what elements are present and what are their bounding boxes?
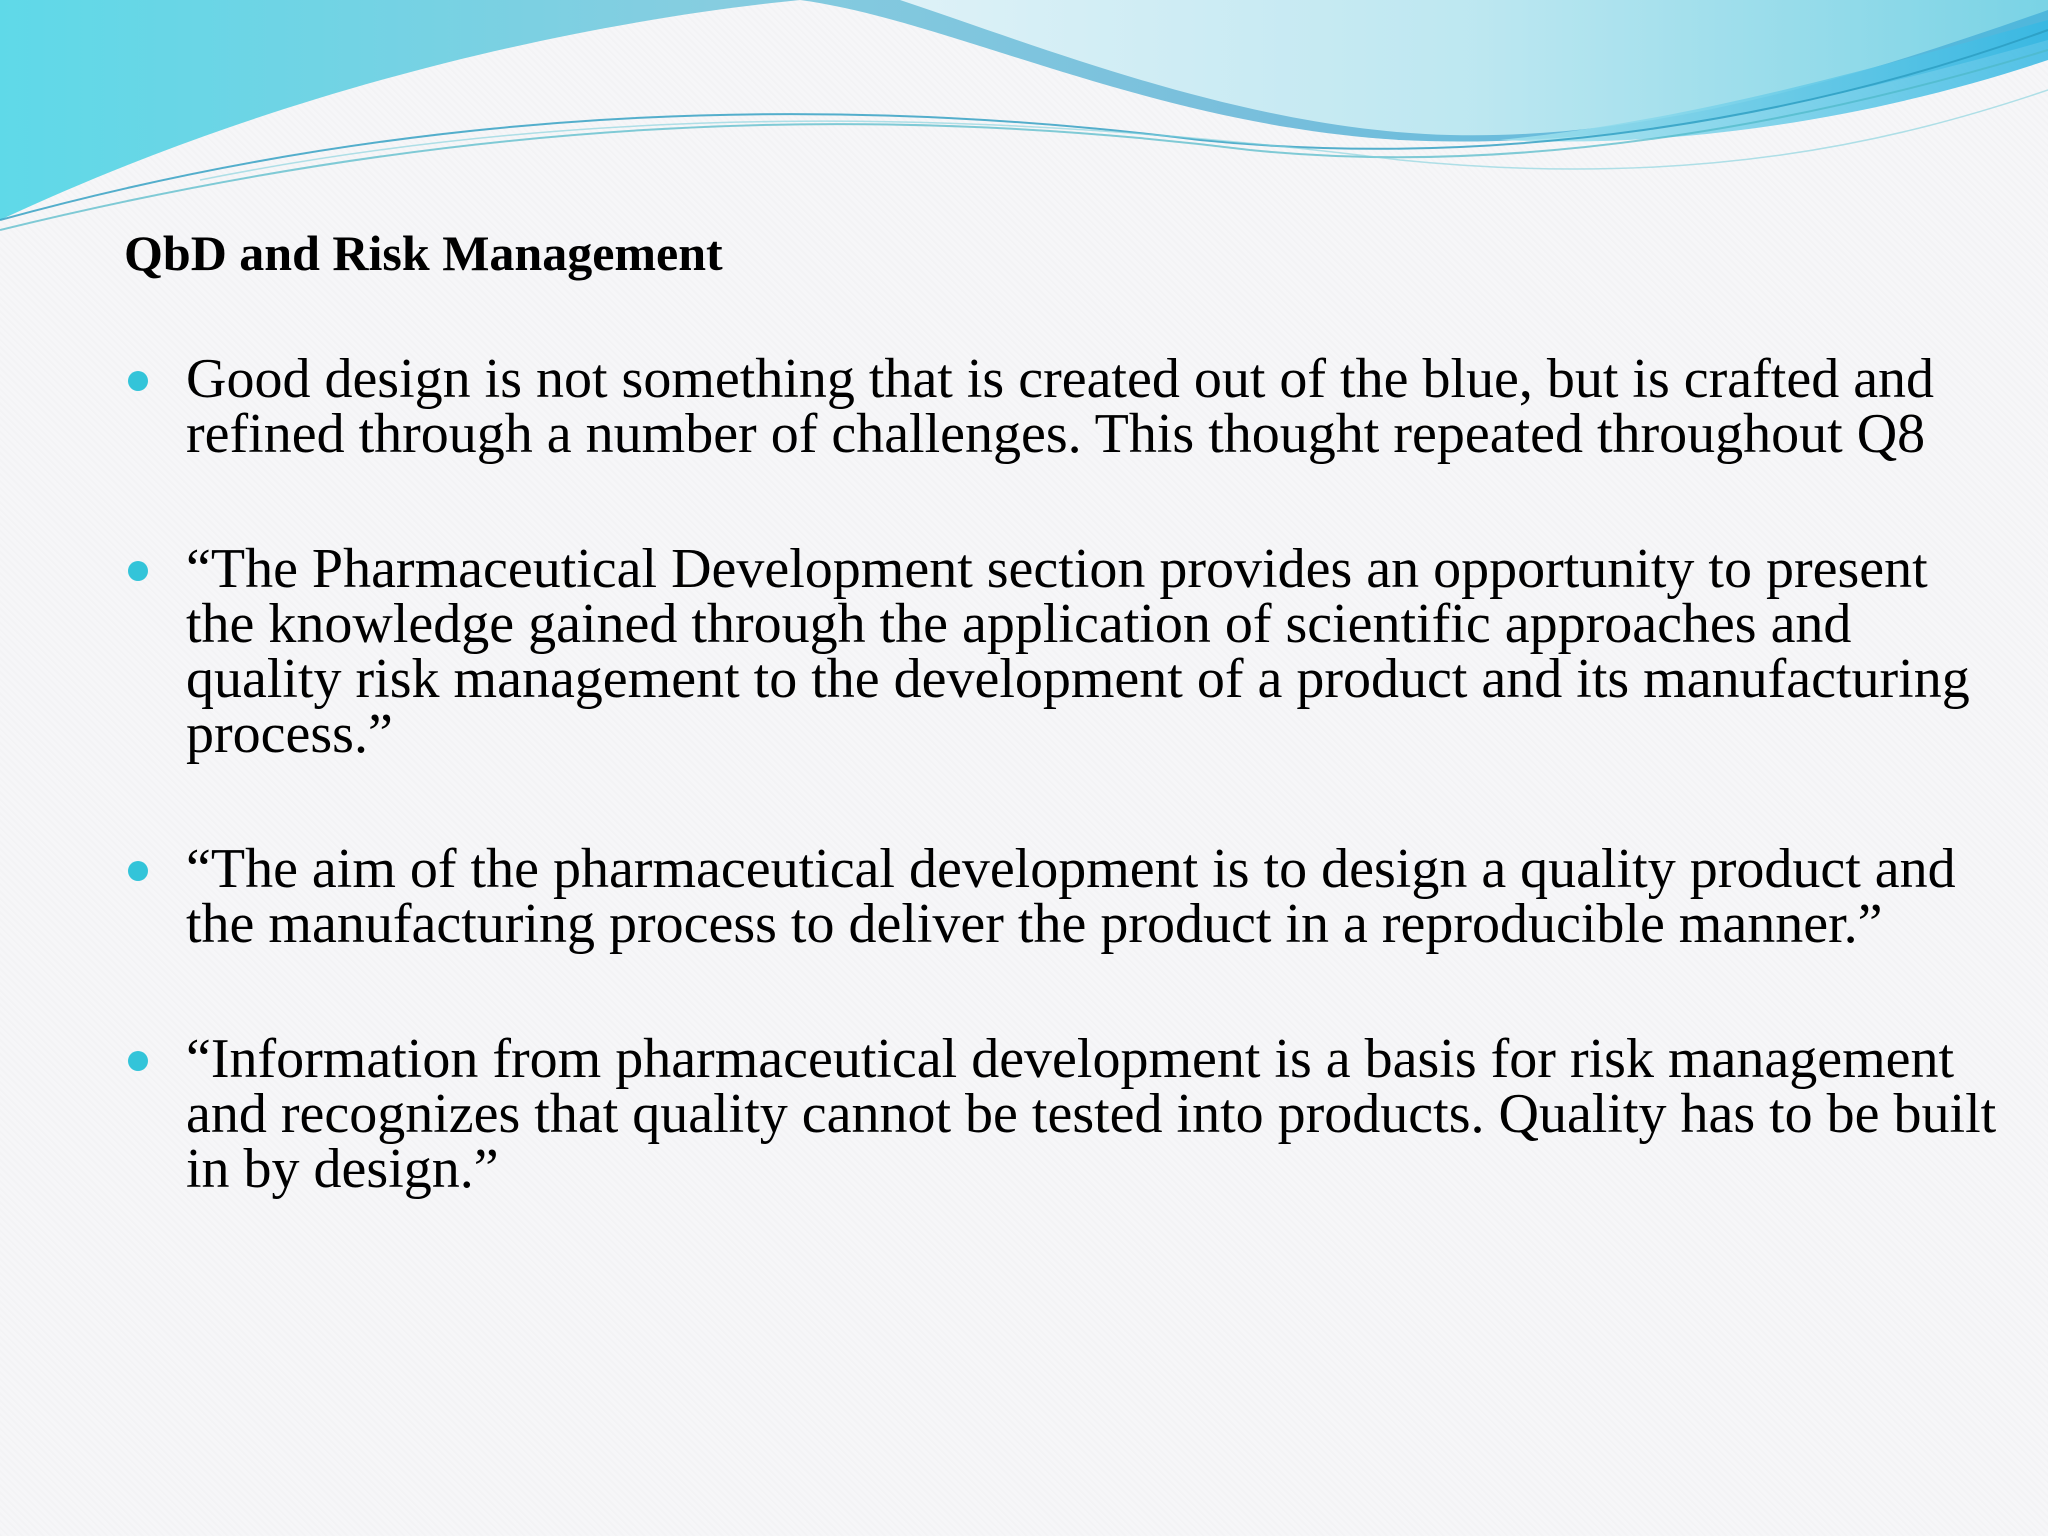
bullet-text: “Information from pharmaceutical development is a basis for risk management and recognizes that quality cannot be tested into products. Quality has to be built in by design.” (186, 1028, 1997, 1200)
bullet-dot-icon (128, 371, 148, 391)
bullet-item (124, 538, 2004, 765)
bullet-dot-icon (128, 1051, 148, 1071)
bullet-item (124, 838, 2004, 955)
bullet-text: “The aim of the pharmaceutical development is to design a quality product and the manufacturing process to deliver the product in a reproducible manner.” (186, 838, 1956, 955)
bullet-text: Good design is not something that is created out of the blue, but is crafted and refined through a number of challenges. This thought repeated throughout Q8 (186, 348, 1935, 465)
bullet-dot-icon (128, 561, 148, 581)
bullet-item (124, 1028, 2004, 1200)
decorative-wave-banner (0, 0, 2048, 240)
bullet-list (124, 348, 2004, 1277)
slide-title: QbD and Risk Management (124, 225, 723, 281)
bullet-dot-icon (128, 861, 148, 881)
bullet-text: “The Pharmaceutical Development section provides an opportunity to present the knowledge gained through the application of scientific approaches and quality risk management to the development of a product and its manufacturing process.” (186, 538, 1970, 765)
bullet-item (124, 348, 2004, 465)
